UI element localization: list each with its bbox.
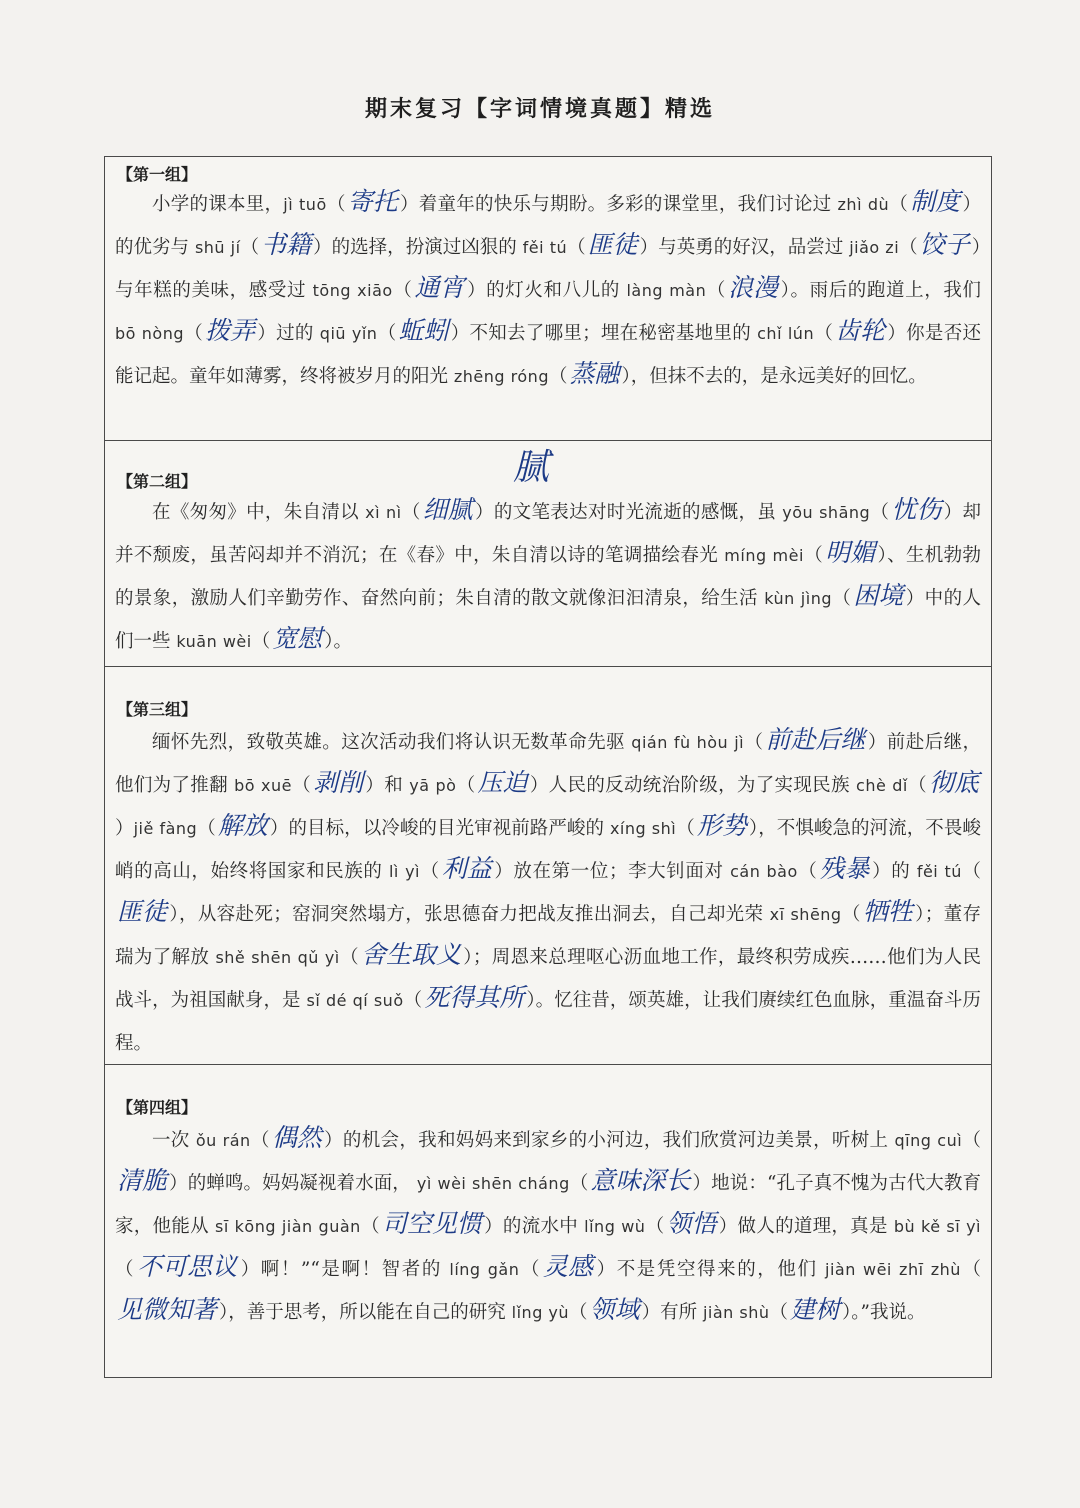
- passage-text: （: [567, 237, 586, 258]
- pinyin-prompt: zhì dù: [837, 195, 890, 214]
- passage-text: ）和: [365, 775, 410, 796]
- passage-text: （: [326, 194, 346, 215]
- handwritten-answer: 浪漫: [727, 273, 778, 302]
- group-2: [105, 441, 991, 667]
- pinyin-prompt: jiàn wēi zhī zhù: [825, 1260, 961, 1279]
- exercise-frame: [104, 156, 992, 1378]
- handwritten-answer: 前赴后继: [765, 725, 866, 754]
- pinyin-prompt: fěi tú: [916, 862, 962, 881]
- pinyin-prompt: líng gǎn: [449, 1260, 520, 1279]
- handwritten-answer: 不可思议: [137, 1252, 238, 1281]
- group-1: [105, 157, 991, 441]
- passage-text: ）的: [871, 861, 917, 882]
- pinyin-prompt: bù kě sī yì: [893, 1217, 981, 1236]
- handwritten-answer: 见微知著: [117, 1295, 218, 1324]
- page-title: 期末复习【字词情境真题】精选: [364, 96, 715, 122]
- passage-text: （: [832, 588, 852, 609]
- handwritten-answer: 彻底: [928, 768, 979, 797]
- passage-text: ）。”我说。: [842, 1302, 926, 1323]
- passage-text: ）的选择，扮演过凶狠的: [313, 237, 523, 258]
- handwritten-answer: 匪徒: [587, 230, 638, 259]
- passage-text: （: [184, 323, 204, 344]
- handwritten-answer: 书籍: [261, 230, 312, 259]
- passage-text: （: [339, 947, 359, 968]
- pinyin-prompt: kuān wèi: [176, 632, 252, 651]
- handwritten-answer: 蒸融: [569, 359, 620, 388]
- passage-text: （: [197, 818, 216, 839]
- passage-text: ），善于思考，所以能在自己的研究: [219, 1302, 512, 1323]
- passage-text: （: [870, 502, 890, 523]
- passage-text: （: [419, 861, 440, 882]
- handwritten-answer: 剥削: [313, 768, 364, 797]
- handwritten-answer: 舍生取义: [360, 940, 461, 969]
- passage-text: 小学的课本里，: [152, 194, 284, 215]
- handwritten-answer: 困境: [853, 581, 904, 610]
- passage-text: （: [841, 904, 861, 925]
- pinyin-prompt: shě shēn qǔ yì: [215, 948, 340, 967]
- passage-text: ），不惧峻急的河流，不畏峻峭的高山，始终将国家和民族的: [115, 818, 981, 882]
- handwritten-answer: 偶然: [271, 1123, 322, 1152]
- pinyin-prompt: jiàn shù: [702, 1303, 770, 1322]
- handwritten-answer: 制度: [910, 187, 961, 216]
- handwritten-answer: 领悟: [666, 1209, 717, 1238]
- passage-text: （: [360, 1216, 380, 1237]
- pinyin-prompt: lì yì: [388, 862, 420, 881]
- passage-text: （: [291, 775, 312, 796]
- pinyin-prompt: làng màn: [626, 281, 707, 300]
- handwritten-answer: 饺子: [919, 230, 970, 259]
- passage-text: ）不知去了哪里；埋在秘密基地里的: [450, 323, 758, 344]
- passage-text: （: [962, 1130, 981, 1151]
- passage-text: 一次: [152, 1130, 196, 1151]
- passage-text: （: [769, 1302, 789, 1323]
- passage-text: （: [706, 280, 726, 301]
- handwritten-answer: 领域: [589, 1295, 640, 1324]
- passage-text: ）。: [324, 631, 353, 652]
- handwritten-answer: 意味深长: [590, 1166, 691, 1195]
- pinyin-prompt: zhēng róng: [453, 367, 549, 386]
- handwritten-correction: 腻: [513, 447, 550, 488]
- passage-text: （: [569, 1173, 589, 1194]
- group-paragraph: [115, 721, 981, 1065]
- handwritten-answer: 清脆: [117, 1166, 168, 1195]
- handwritten-answer: 匪徒: [117, 897, 168, 926]
- pinyin-prompt: qiū yǐn: [319, 324, 378, 343]
- pinyin-prompt: xī shēng: [769, 905, 842, 924]
- passage-text: （: [403, 990, 423, 1011]
- handwritten-answer: 牺牲: [862, 897, 913, 926]
- passage-text: （: [960, 1259, 981, 1280]
- pinyin-prompt: lǐng yù: [511, 1303, 570, 1322]
- pinyin-prompt: sī kōng jiàn guàn: [215, 1217, 361, 1236]
- passage-text: ）的灯火和八儿的: [466, 280, 627, 301]
- group-paragraph: [115, 183, 981, 398]
- passage-text: （: [251, 631, 271, 652]
- pinyin-prompt: yōu shāng: [782, 503, 871, 522]
- passage-text: ）做人的道理，真是: [718, 1216, 894, 1237]
- passage-text: ）却并不颓废，虽苦闷却并不消沉；在《春》中，朱自清以诗的笔调描绘春光: [115, 502, 981, 566]
- handwritten-answer: 忧伤: [891, 495, 942, 524]
- passage-text: （: [115, 1259, 136, 1280]
- passage-text: ）: [115, 818, 134, 839]
- handwritten-answer: 寄托: [347, 187, 398, 216]
- pinyin-prompt: chǐ lún: [757, 324, 815, 343]
- passage-text: （: [456, 775, 476, 796]
- handwritten-answer: 明媚: [825, 538, 876, 567]
- pinyin-prompt: xì nì: [365, 503, 402, 522]
- pinyin-prompt: qián fù hòu jì: [631, 733, 745, 752]
- passage-text: ）与英勇的好汉，品尝过: [639, 237, 850, 258]
- pinyin-prompt: jiǎo zi: [849, 238, 900, 257]
- group-heading: 【第一组】: [117, 165, 198, 184]
- passage-text: ）；董存瑞为了解放: [115, 904, 981, 968]
- passage-text: ）；周恩来总理呕心沥血地工作，最终积劳成疾……他们为人民战斗，为祖国献身，是: [115, 947, 981, 1011]
- passage-text: （: [907, 775, 927, 796]
- handwritten-answer: 齿轮: [835, 316, 886, 345]
- handwritten-answer: 细腻: [422, 495, 473, 524]
- passage-text: ）放在第一位；李大钊面对: [493, 861, 731, 882]
- passage-text: ）过的: [257, 323, 320, 344]
- passage-text: （: [814, 323, 834, 344]
- handwritten-answer: 司空见惯: [381, 1209, 482, 1238]
- pinyin-prompt: bō nòng: [115, 324, 185, 343]
- passage-text: ），从容赴死；窑洞突然塌方，张思德奋力把战友推出洞去，自己却光荣: [169, 904, 770, 925]
- passage-text: ）与年糕的美味，感受过: [115, 237, 981, 301]
- passage-text: ）啊！”“是啊！智者的: [239, 1259, 450, 1280]
- passage-text: ）不是凭空得来的，他们: [595, 1259, 825, 1280]
- passage-text: （: [548, 366, 568, 387]
- passage-text: （: [889, 194, 909, 215]
- passage-text: （: [519, 1259, 542, 1280]
- pinyin-prompt: lǐng wù: [584, 1217, 646, 1236]
- passage-text: （: [250, 1130, 270, 1151]
- handwritten-answer: 死得其所: [424, 983, 525, 1012]
- pinyin-prompt: xíng shì: [609, 819, 677, 838]
- pinyin-prompt: jì tuō: [283, 195, 327, 214]
- pinyin-prompt: chè dǐ: [856, 776, 908, 795]
- group-3: [105, 667, 991, 1065]
- group-heading: 【第二组】: [117, 472, 198, 491]
- handwritten-answer: 形势: [696, 811, 747, 840]
- passage-text: ）前赴后继，他们为了推翻: [115, 732, 981, 796]
- passage-text: （: [645, 1216, 665, 1237]
- pinyin-prompt: jiě fàng: [133, 819, 198, 838]
- passage-text: ）的文笔表达对时光流逝的感慨，虽: [474, 502, 783, 523]
- pinyin-prompt: míng mèi: [724, 546, 804, 565]
- handwritten-answer: 拨弄: [205, 316, 256, 345]
- passage-text: ）你是否还能记起。童年如薄雾，终将被岁月的阳光: [115, 323, 981, 387]
- passage-text: （: [899, 237, 918, 258]
- passage-text: ）的优劣与: [115, 194, 981, 258]
- pinyin-prompt: sǐ dé qí suǒ: [306, 991, 404, 1010]
- group-heading: 【第四组】: [117, 1098, 198, 1117]
- handwritten-answer: 蚯蚓: [398, 316, 449, 345]
- passage-text: （: [392, 280, 413, 301]
- group-paragraph: [115, 1119, 981, 1334]
- passage-text: （: [569, 1302, 588, 1323]
- passage-text: 缅怀先烈，致敬英雄。这次活动我们将认识无数革命先驱: [152, 732, 632, 753]
- pinyin-prompt: tōng xiāo: [312, 281, 393, 300]
- passage-text: ）的目标，以冷峻的目光审视前路严峻的: [269, 818, 610, 839]
- passage-text: ），但抹不去的，是永远美好的回忆。: [621, 366, 927, 387]
- passage-text: ）着童年的快乐与期盼。多彩的课堂里，我们讨论过: [399, 194, 838, 215]
- pinyin-prompt: yā pò: [409, 776, 457, 795]
- pinyin-prompt: cán bào: [730, 862, 798, 881]
- pinyin-prompt: bō xuē: [234, 776, 292, 795]
- passage-text: ）的机会，我和妈妈来到家乡的小河边，我们欣赏河边美景，听树上: [323, 1130, 895, 1151]
- passage-text: （: [377, 323, 397, 344]
- handwritten-answer: 残暴: [819, 854, 870, 883]
- passage-text: ）的流水中: [483, 1216, 585, 1237]
- passage-text: ）的蝉鸣。妈妈凝视着水面，: [169, 1173, 417, 1194]
- pinyin-prompt: kùn jìng: [764, 589, 832, 608]
- passage-text: ）、生机勃勃的景象，激励人们辛勤劳作、奋然向前；朱自清的散文就像汩汩清泉，给生活: [115, 545, 981, 609]
- passage-text: 在《匆匆》中，朱自清以: [152, 502, 366, 523]
- passage-text: ）有所: [641, 1302, 703, 1323]
- passage-text: （: [240, 237, 260, 258]
- passage-text: （: [676, 818, 695, 839]
- passage-text: （: [744, 732, 764, 753]
- passage-text: （: [803, 545, 824, 566]
- passage-text: （: [401, 502, 421, 523]
- passage-text: ）中的人们一些: [115, 588, 981, 652]
- passage-text: （: [961, 861, 981, 882]
- pinyin-prompt: fěi tú: [522, 238, 568, 257]
- handwritten-answer: 通宵: [414, 273, 465, 302]
- handwritten-answer: 灵感: [543, 1252, 594, 1281]
- passage-text: ）。雨后的跑道上，我们: [780, 280, 981, 301]
- group-heading: 【第三组】: [117, 700, 198, 719]
- group-4: [105, 1065, 991, 1379]
- pinyin-prompt: ǒu rán: [195, 1131, 251, 1150]
- passage-text: ）人民的反动统治阶级，为了实现民族: [529, 775, 857, 796]
- handwritten-answer: 解放: [217, 811, 268, 840]
- passage-text: ）。忆往昔，颂英雄，让我们赓续红色血脉，重温奋斗历程。: [115, 990, 981, 1054]
- handwritten-answer: 宽慰: [272, 624, 323, 653]
- handwritten-answer: 压迫: [477, 768, 528, 797]
- passage-text: （: [797, 861, 818, 882]
- handwritten-answer: 建树: [790, 1295, 841, 1324]
- passage-text: ）地说：“孔子真不愧为古代大教育家，他能从: [115, 1173, 981, 1237]
- group-paragraph: [115, 491, 981, 663]
- pinyin-prompt: shū jí: [194, 238, 241, 257]
- pinyin-prompt: yì wèi shēn cháng: [416, 1174, 570, 1193]
- handwritten-answer: 利益: [441, 854, 492, 883]
- pinyin-prompt: qīng cuì: [894, 1131, 963, 1150]
